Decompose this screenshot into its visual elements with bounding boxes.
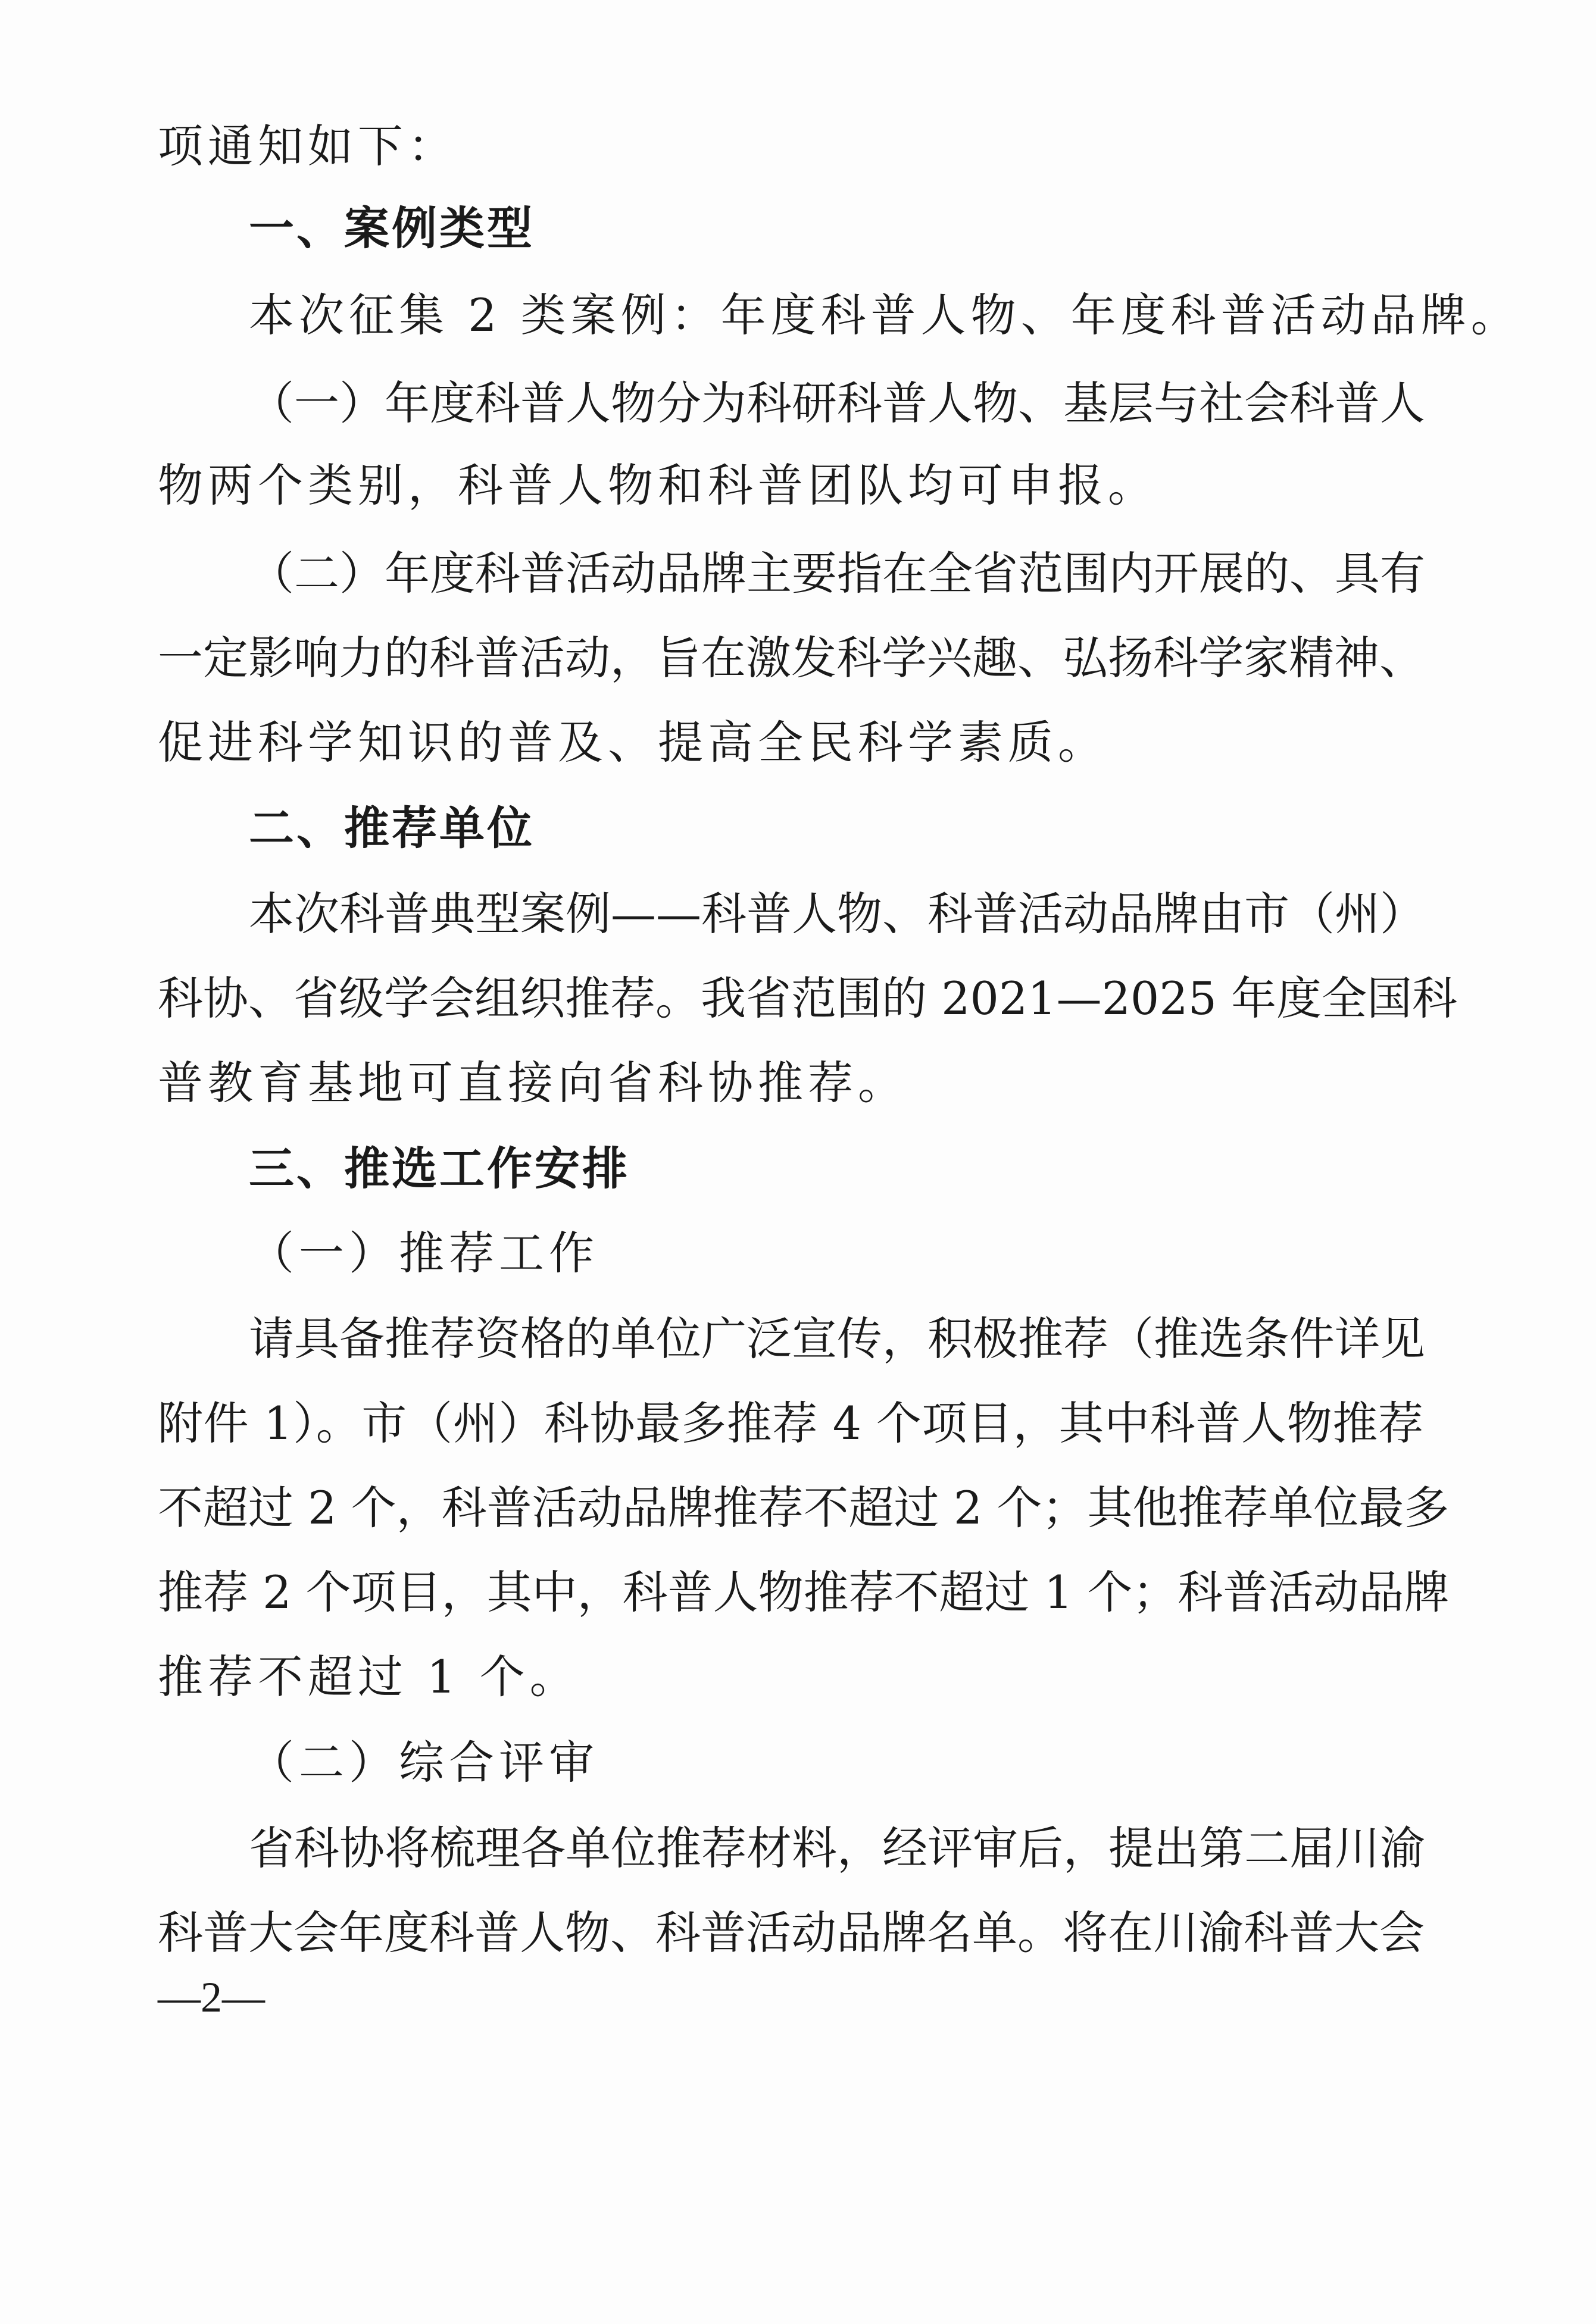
section-heading-case-types: 一、案例类型 xyxy=(249,202,535,255)
section-heading-selection-arrangement: 三、推选工作安排 xyxy=(249,1142,630,1195)
paragraph-line: 科普大会年度科普人物、科普活动品牌名单。将在川渝科普大会 xyxy=(158,1906,1425,1959)
subsection-heading: （二）综合评审 xyxy=(249,1736,599,1789)
paragraph-line: 一定影响力的科普活动，旨在激发科学兴趣、弘扬科学家精神、 xyxy=(158,631,1425,684)
subsection-heading: （一）推荐工作 xyxy=(249,1227,599,1280)
paragraph-line: （一）年度科普人物分为科研科普人物、基层与社会科普人 xyxy=(249,377,1425,430)
page-number: —2— xyxy=(158,1973,265,2021)
paragraph-line: 科协、省级学会组织推荐。我省范围的 2021—2025 年度全国科 xyxy=(158,972,1458,1025)
paragraph-line: 请具备推荐资格的单位广泛宣传，积极推荐（推选条件详见 xyxy=(249,1312,1425,1365)
paragraph-line: 推荐 2 个项目，其中，科普人物推荐不超过 1 个；科普活动品牌 xyxy=(158,1566,1450,1619)
paragraph-line: 普教育基地可直接向省科协推荐。 xyxy=(158,1056,908,1109)
paragraph-line: 省科协将梳理各单位推荐材料，经评审后，提出第二届川渝 xyxy=(249,1822,1425,1875)
paragraph-line: 本次征集 2 类案例：年度科普人物、年度科普活动品牌。 xyxy=(249,289,1521,342)
paragraph-line: 物两个类别，科普人物和科普团队均可申报。 xyxy=(158,459,1158,512)
paragraph-line: 推荐不超过 1 个。 xyxy=(158,1650,580,1703)
section-heading-recommending-units: 二、推荐单位 xyxy=(249,802,535,855)
paragraph-line: 本次科普典型案例——科普人物、科普活动品牌由市（州） xyxy=(249,887,1425,940)
paragraph-line: 项通知如下： xyxy=(158,120,458,173)
paragraph-line: （二）年度科普活动品牌主要指在全省范围内开展的、具有 xyxy=(249,547,1425,600)
paragraph-line: 不超过 2 个，科普活动品牌推荐不超过 2 个；其他推荐单位最多 xyxy=(158,1481,1450,1534)
paragraph-line: 附件 1）。市（州）科协最多推荐 4 个项目，其中科普人物推荐 xyxy=(158,1397,1423,1450)
paragraph-line: 促进科学知识的普及、提高全民科学素质。 xyxy=(158,716,1108,769)
